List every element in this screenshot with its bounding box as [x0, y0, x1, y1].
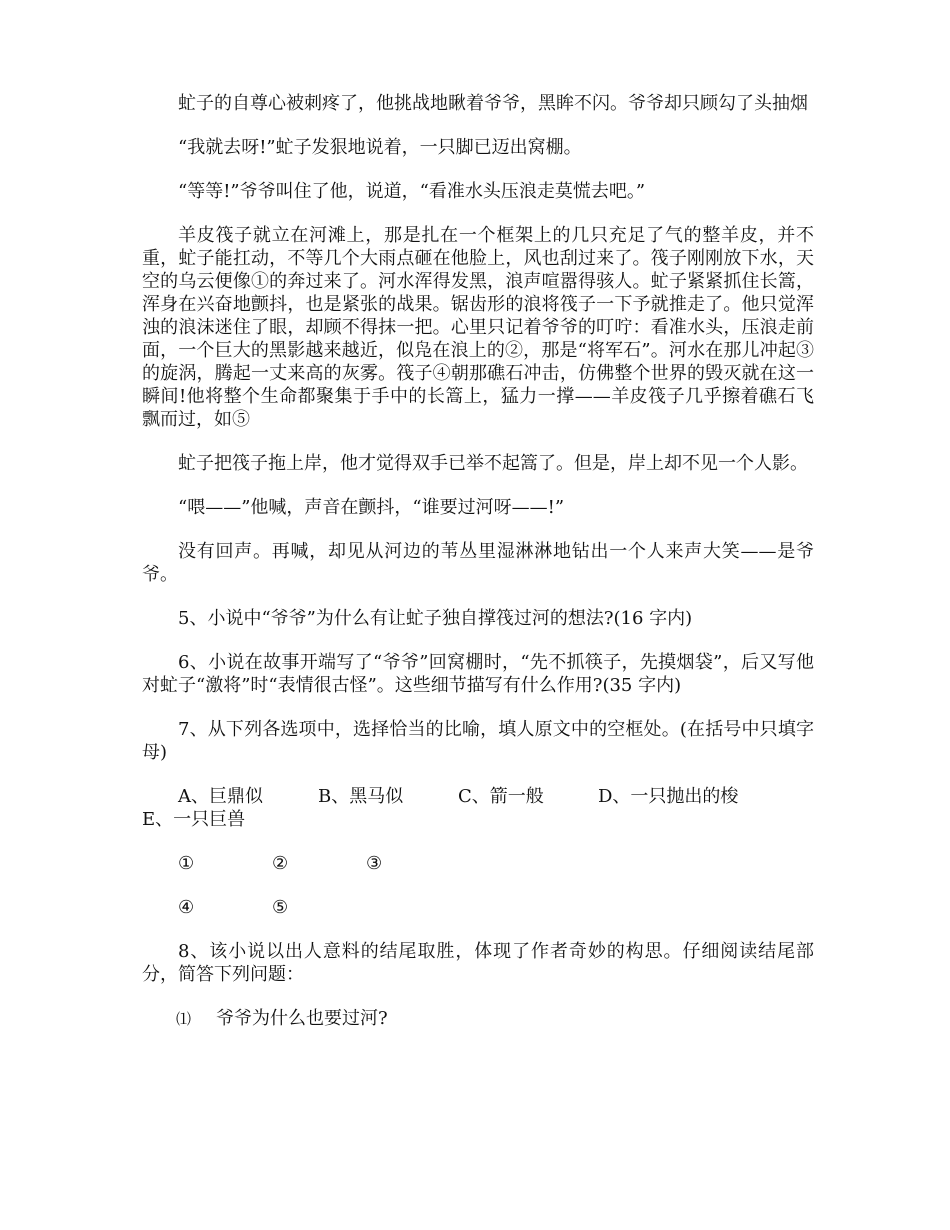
blank-4: ④ [178, 897, 195, 918]
sub-question-number: ⑴ [176, 1010, 192, 1028]
document-page [142, 92, 814, 1031]
story-paragraph-7: 没有回声。再喊，却见从河边的苇丛里湿淋淋地钻出一个人来声大笑——是爷爷。 [142, 541, 814, 585]
option-a: A、巨鼎似 [178, 786, 263, 807]
story-paragraph-3: “等等!”爷爷叫住了他，说道，“看准水头压浪走莫慌去吧。” [178, 181, 646, 202]
question-6: 6、小说在故事开端写了“爷爷”回窝棚时，“先不抓筷子，先摸烟袋”，后又写他对虻子“激将”时“表情很古怪”。这些细节描写有什么作用?(35 字内) [142, 652, 814, 696]
story-paragraph-6: “喂——”他喊，声音在颤抖，“谁要过河呀——!” [178, 497, 565, 518]
question-8-sub-1 [142, 1007, 814, 1031]
question-8: 8、该小说以出人意料的结尾取胜，体现了作者奇妙的构思。仔细阅读结尾部分，简答下列问题： [142, 941, 814, 985]
story-paragraph-2: “我就去呀!”虻子发狠地说着，一只脚已迈出窝棚。 [178, 137, 582, 158]
sub-question-text: 爷爷为什么也要过河? [216, 1008, 388, 1029]
blank-2: ② [272, 853, 289, 874]
story-paragraph-4: 羊皮筏子就立在河滩上，那是扎在一个框架上的几只充足了气的整羊皮，并不重，虻子能扛动，不等几个大雨点砸在他脸上，风也刮过来了。筏子刚刚放下水，天空的乌云便像①的奔过来了。河水浑得发黑，浪声喧嚣得骇人。虻子紧紧抓住长篙，浑身在兴奋地颤抖，也是紧张的战果。锯齿形的浪将筏子一下予就推走了。他只觉浑浊的浪沫迷住了眼，却顾不得抹一把。心里只记着爷爷的叮咛：看准水头，压浪走前面，一个巨大的黑影越来越近，似凫在浪上的②，那是“将军石”。河水在那儿冲起③的旋涡，腾起一丈来高的灰雾。筏子④朝那礁石冲击，仿佛整个世界的毁灭就在这一瞬间!他将整个生命都聚集于手中的长篙上，猛力一撑——羊皮筏子几乎擦着礁石飞飘而过，如⑤ [142, 225, 814, 430]
option-e: E、一只巨兽 [142, 809, 246, 830]
blank-5: ⑤ [272, 897, 289, 918]
option-c: C、箭一般 [458, 786, 544, 807]
story-paragraph-5: 虻子把筏子拖上岸，他才觉得双手已举不起篙了。但是，岸上却不见一个人影。 [178, 453, 808, 474]
option-d: D、一只抛出的梭 [598, 786, 739, 807]
blank-1: ① [178, 853, 195, 874]
option-b: B、黑马似 [318, 786, 404, 807]
answer-blanks-row-2 [142, 896, 814, 919]
story-paragraph-1: 虻子的自尊心被刺疼了，他挑战地瞅着爷爷，黑眸不闪。爷爷却只顾勾了头抽烟 [178, 93, 808, 114]
question-5: 5、小说中“爷爷”为什么有让虻子独自撑筏过河的想法?(16 字内) [178, 608, 693, 629]
question-7: 7、从下列各选项中，选择恰当的比喻，填人原文中的空框处。(在括号中只填字母) [142, 719, 814, 763]
blank-3: ③ [366, 853, 383, 874]
question-7-options [142, 785, 814, 831]
answer-blanks-row-1 [142, 852, 814, 875]
